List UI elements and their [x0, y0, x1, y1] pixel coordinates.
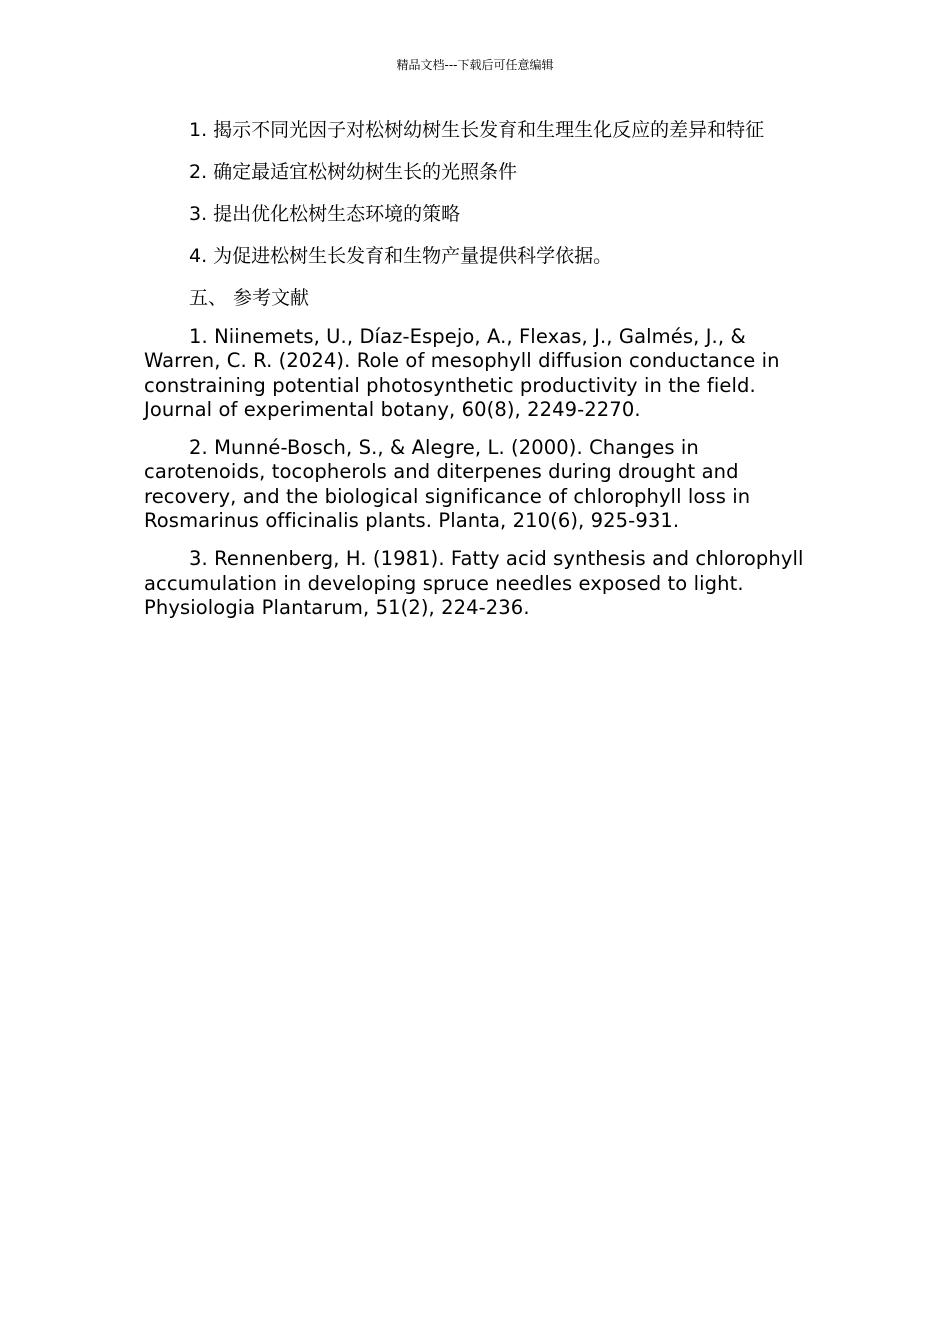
page-header: 精品文档---下载后可任意编辑 [396, 58, 554, 72]
reference-item-2: 2. Munné-Bosch, S., & Alegre, L. (2000). Changes in carotenoids, tocopherols and diterpenes during drought and recovery, and the biological significance of chlorophyll loss in Rosmarinus officinalis plants. Planta, 210(6), 925-931. [144, 436, 751, 533]
document-body [144, 117, 804, 634]
goal-item-1: 1. 揭示不同光因子对松树幼树生长发育和生理生化反应的差异和特征 [189, 119, 765, 141]
goal-item-4: 4. 为促进松树生长发育和生物产量提供科学依据。 [189, 245, 613, 267]
goal-item-2: 2. 确定最适宜松树幼树生长的光照条件 [189, 161, 518, 183]
reference-item-3: 3. Rennenberg, H. (1981). Fatty acid synthesis and chlorophyll accumulation in developing spruce needles exposed to light. Physiologia Plantarum, 51(2), 224-236. [144, 547, 804, 619]
references-heading: 五、 参考文献 [189, 287, 310, 309]
reference-item-1: 1. Niinemets, U., Díaz-Espejo, A., Flexas, J., Galmés, J., & Warren, C. R. (2024). Role of mesophyll diffusion conductance in constraining potential photosynthetic productivity in the field. Journal of experimental botany, 60(8), 2249-2270. [144, 325, 780, 421]
goal-item-3: 3. 提出优化松树生态环境的策略 [189, 203, 461, 225]
